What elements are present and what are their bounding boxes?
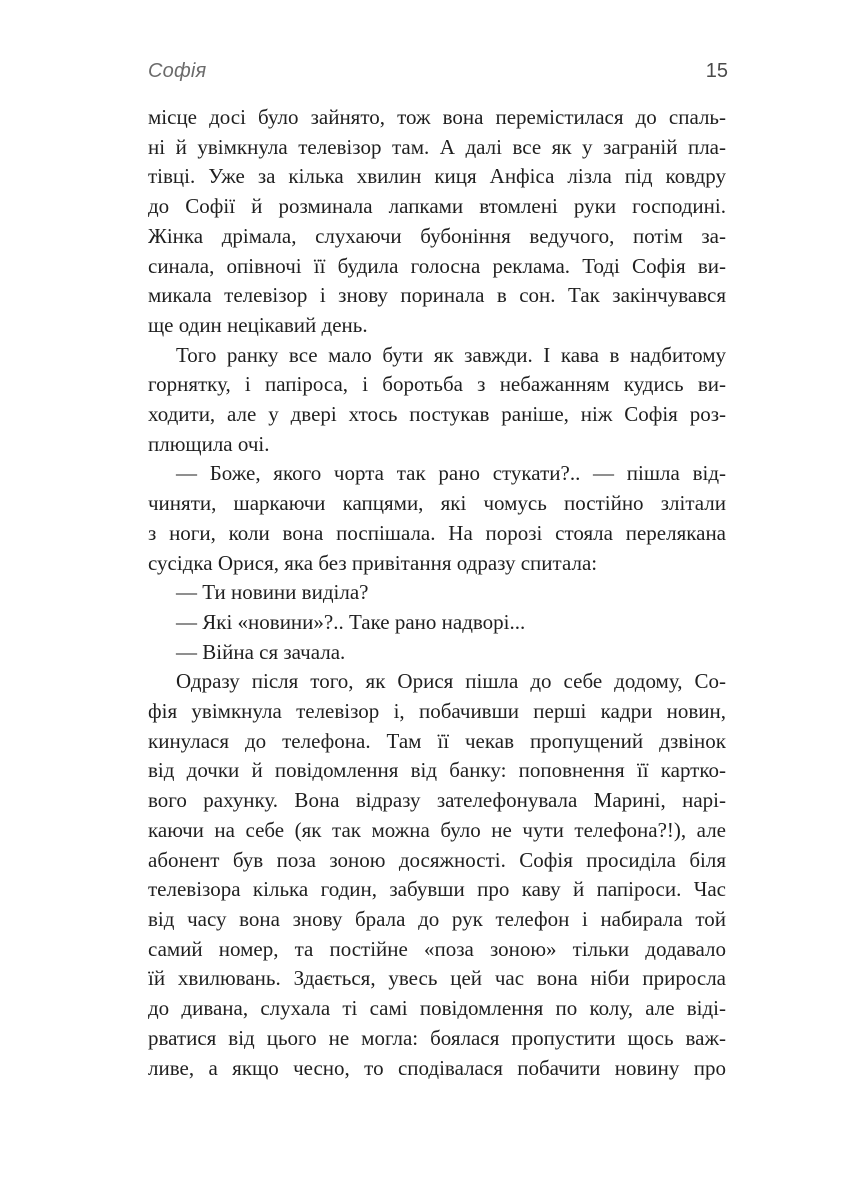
text-line: — Ти новини виділа? [176, 580, 369, 605]
text-line: з ноги, коли вона поспішала. На порозі стояла перелякана [148, 520, 726, 545]
paragraph [148, 608, 726, 638]
text-line: телевізора кілька годин, забувши про каву й папіроси. Час [148, 877, 726, 902]
text-line: самий номер, та постійне «поза зоною» тільки додавало [148, 936, 726, 961]
text-line: рватися від цього не могла: боялася пропустити щось важ- [148, 1025, 726, 1050]
text-line: їй хвилювань. Здається, увесь цей час вона ніби приросла [148, 966, 726, 991]
text-line: ще один нецікавий день. [148, 312, 368, 337]
text-line: фія увімкнула телевізор і, побачивши перші кадри новин, [148, 699, 726, 724]
text-line: до Софії й розминала лапками втомлені руки господині. [148, 194, 726, 219]
text-line: від часу вона знову брала до рук телефон і набирала той [148, 906, 726, 931]
text-line: ливе, а якщо чесно, то сподівалася побачити новину про [148, 1055, 726, 1080]
text-line: — Війна ся зачала. [176, 639, 346, 664]
text-line: Одразу після того, як Орися пішла до себе додому, Со- [176, 669, 726, 694]
page-number: 15 [705, 60, 728, 82]
text-line: ходити, але у двері хтось постукав раніше, ніж Софія роз- [148, 402, 726, 427]
paragraph [148, 638, 726, 668]
paragraph [148, 667, 726, 1083]
paragraph [148, 459, 726, 578]
text-line: Того ранку все мало бути як завжди. І кава в надбитому [176, 342, 726, 367]
page-header [148, 60, 728, 82]
paragraph [148, 578, 726, 608]
text-line: тівці. Уже за кілька хвилин киця Анфіса лізла під ковдру [148, 164, 726, 189]
text-line: сусідка Орися, яка без привітання одразу спитала: [148, 550, 598, 575]
text-line: абонент був поза зоною досяжності. Софія просиділа біля [148, 847, 726, 872]
text-line: до дивана, слухала ті самі повідомлення по колу, але віді- [148, 996, 726, 1021]
text-line: кинулася до телефона. Там її чекав пропущений дзвінок [148, 728, 726, 753]
text-line: Жінка дрімала, слухаючи бубоніння ведучого, потім за- [148, 223, 726, 248]
text-line: — Які «новини»?.. Таке рано надворі... [176, 609, 526, 634]
running-title: Софія [148, 60, 207, 82]
text-line: ні й увімкнула телевізор там. А далі все як у заграній пла- [148, 134, 726, 159]
text-line: вого рахунку. Вона відразу зателефонувала Марині, нарі- [148, 788, 726, 813]
body-text [148, 103, 726, 1083]
text-line: плющила очі. [148, 431, 270, 456]
text-line: синала, опівночі її будила голосна реклама. Тоді Софія ви- [148, 253, 726, 278]
text-line: — Боже, якого чорта так рано стукати?.. — пішла від- [176, 461, 726, 486]
text-line: від дочки й повідомлення від банку: поповнення її картко- [148, 758, 726, 783]
text-line: микала телевізор і знову поринала в сон. Так закінчувався [148, 283, 726, 308]
text-line: горнятку, і папіроса, і боротьба з небажанням кудись ви- [148, 372, 726, 397]
paragraph [148, 103, 726, 341]
text-line: місце досі було зайнято, тож вона перемістилася до спаль- [148, 105, 726, 129]
text-line: каючи на себе (як так можна було не чути телефона?!), але [148, 817, 726, 842]
paragraph [148, 341, 726, 460]
text-line: чиняти, шаркаючи капцями, які чомусь постійно злітали [148, 491, 726, 516]
